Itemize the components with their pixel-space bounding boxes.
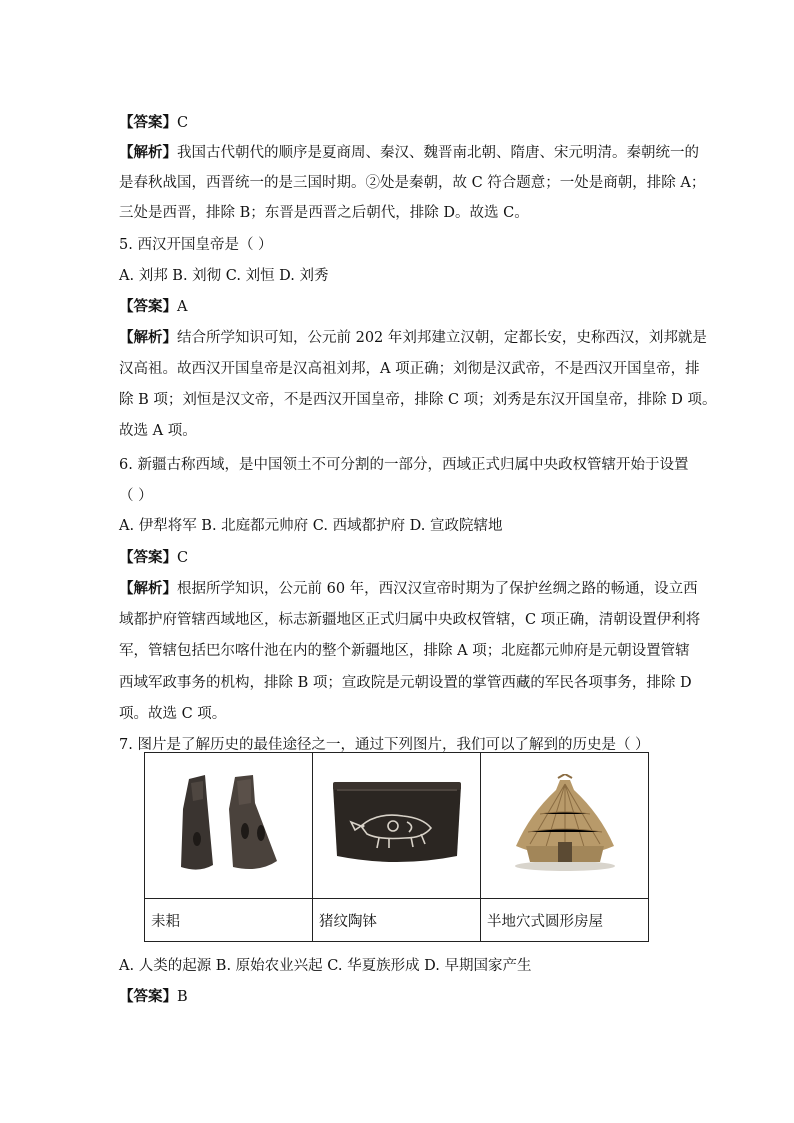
text-line-exp5a [119, 328, 707, 348]
line-tag: 【答案】 [119, 549, 177, 566]
line-text: A [177, 299, 188, 315]
line-text: 域都护府管辖西域地区，标志新疆地区正式归属中央政权管辖，C 项正确，清朝设置伊利将 [119, 612, 701, 628]
text-line-q5opts [119, 266, 329, 286]
line-text: 西域军政事务的机构，排除 B 项；宣政院是元朝设置的掌管西藏的军民各项事务，排除 D [119, 675, 692, 691]
text-line-q5 [119, 235, 273, 255]
text-line-ans4 [119, 113, 188, 133]
caption-pottery: 猪纹陶钵 [313, 899, 481, 942]
line-tag: 【答案】 [119, 298, 177, 315]
image-cell-house [481, 753, 649, 899]
text-line-exp4c [119, 203, 529, 223]
line-tag: 【解析】 [119, 580, 177, 597]
line-text: 6. 新疆古称西域，是中国领土不可分割的一部分，西域正式归属中央政权管辖开始于设置 [119, 457, 689, 473]
text-line-exp6a [119, 579, 698, 599]
line-text: 根据所学知识，公元前 60 年，西汉汉宣帝时期为了保护丝绸之路的畅通，设立西 [177, 581, 698, 597]
round-house-image [510, 774, 620, 874]
line-text: 故选 A 项。 [119, 423, 197, 439]
text-line-ans5 [119, 297, 187, 317]
image-cell-leisi [145, 753, 313, 899]
caption-house: 半地穴式圆形房屋 [481, 899, 649, 942]
text-line-q6opts [119, 516, 503, 536]
line-text: C [177, 550, 189, 566]
line-text: B [177, 989, 188, 1005]
line-tag: 【答案】 [119, 114, 177, 131]
line-text: 5. 西汉开国皇帝是（ ） [119, 237, 273, 253]
leisi-tool-image [169, 769, 289, 879]
text-line-exp4a [119, 143, 699, 163]
line-tag: 【答案】 [119, 988, 177, 1005]
text-line-ans6 [119, 548, 188, 568]
text-line-exp6c [119, 641, 690, 661]
line-text: 7. 图片是了解历史的最佳途径之一，通过下列图片，我们可以了解到的历史是（ ） [119, 737, 650, 753]
line-text: A. 人类的起源 B. 原始农业兴起 C. 华夏族形成 D. 早期国家产生 [119, 958, 532, 974]
text-line-exp5c [119, 390, 717, 410]
line-text: 结合所学知识可知，公元前 202 年刘邦建立汉朝，定都长安，史称西汉，刘邦就是 [177, 330, 707, 346]
line-text: A. 伊犁将军 B. 北庭都元帅府 C. 西域都护府 D. 宣政院辖地 [119, 518, 503, 534]
line-text: 除 B 项；刘恒是汉文帝，不是西汉开国皇帝，排除 C 项；刘秀是东汉开国皇帝，排除 D 项。 [119, 392, 717, 408]
text-line-exp6b [119, 610, 700, 630]
text-line-exp4b [119, 173, 705, 193]
line-text: （ ） [119, 488, 153, 504]
line-text: 三处是西晋，排除 B；东晋是西晋之后朝代，排除 D。故选 C。 [119, 205, 529, 221]
text-line-exp5d [119, 421, 197, 441]
text-line-q6a [119, 455, 688, 475]
text-line-exp6e [119, 704, 226, 724]
line-text: A. 刘邦 B. 刘彻 C. 刘恒 D. 刘秀 [119, 268, 329, 284]
text-line-exp5b [119, 359, 700, 379]
line-tag: 【解析】 [119, 144, 177, 161]
line-text: C [177, 115, 189, 131]
line-text: 是春秋战国，西晋统一的是三国时期。②处是秦朝，故 C 符合题意；一处是商朝，排除 A； [119, 175, 706, 191]
line-text: 军，管辖包括巴尔喀什池在内的整个新疆地区，排除 A 项；北庭都元帅府是元朝设置管辖 [119, 643, 690, 659]
text-line-q6b [119, 486, 153, 506]
line-text: 我国古代朝代的顺序是夏商周、秦汉、魏晋南北朝、隋唐、宋元明清。秦朝统一的 [177, 145, 699, 161]
text-line-q7opts [119, 956, 532, 976]
text-line-exp6d [119, 673, 692, 693]
pottery-bowl-image [327, 776, 467, 871]
image-cell-pottery [313, 753, 481, 899]
text-line-ans7 [119, 987, 188, 1007]
picture-table [144, 752, 649, 942]
line-tag: 【解析】 [119, 329, 177, 346]
line-text: 项。故选 C 项。 [119, 706, 227, 722]
line-text: 汉高祖。故西汉开国皇帝是汉高祖刘邦，A 项正确；刘彻是汉武帝，不是西汉开国皇帝，排 [119, 361, 700, 377]
caption-leisi: 耒耜 [145, 899, 313, 942]
